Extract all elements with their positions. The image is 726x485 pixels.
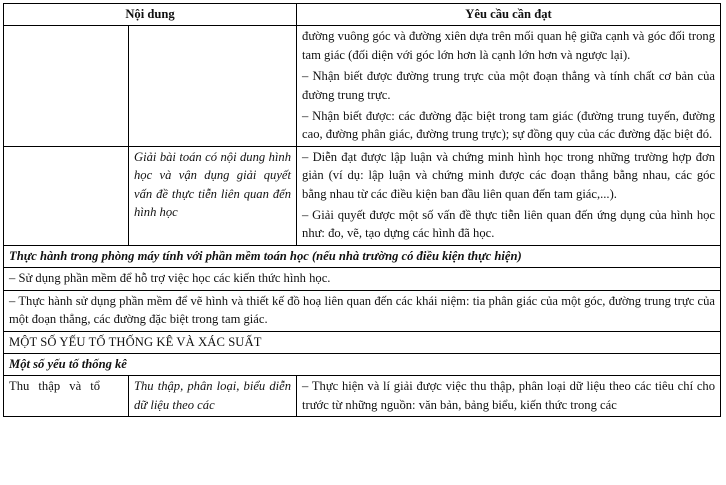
table-header-row	[4, 4, 721, 26]
table-row	[4, 353, 721, 375]
requirement-text: – Nhận biết được đường trung trực của một đoạn thẳng và tính chất cơ bản của đường trung trực.	[302, 69, 716, 102]
requirements-cell	[297, 146, 721, 245]
requirements-cell	[297, 26, 721, 146]
requirement-text: – Diễn đạt được lập luận và chứng minh hình học trong những trường hợp đơn giản (ví dụ: lập luận và chứng minh được các đoạn thẳng bằng nhau, các góc bằng nhau từ các điều kiện ban đầu liên quan đến tam giác,...).	[302, 149, 716, 201]
empty-cell	[4, 26, 129, 146]
table-row	[4, 268, 721, 290]
table-row	[4, 245, 721, 267]
subsection-heading: Một số yếu tố thống kê	[4, 353, 721, 375]
section-heading: MỘT SỐ YẾU TỐ THỐNG KÊ VÀ XÁC SUẤT	[4, 331, 721, 353]
table-row	[4, 331, 721, 353]
empty-cell	[4, 146, 129, 245]
table-row	[4, 146, 721, 245]
practice-item: – Sử dụng phần mềm để hỗ trợ việc học các kiến thức hình học.	[4, 268, 721, 290]
table-row	[4, 290, 721, 331]
practice-heading: Thực hành trong phòng máy tính với phần mềm toán học (nếu nhà trường có điều kiện thực hiện)	[4, 245, 721, 267]
header-requirements: Yêu cầu cần đạt	[297, 4, 721, 26]
empty-cell	[129, 26, 297, 146]
header-content: Nội dung	[4, 4, 297, 26]
requirement-text: – Giải quyết được một số vấn đề thực tiễn liên quan đến ứng dụng của hình học như: đo, vẽ, tạo dựng các hình đã học.	[302, 208, 716, 241]
topic-cell: Thu thập, phân loại, biểu diễn dữ liệu theo các	[129, 376, 297, 417]
requirement-text: đường vuông góc và đường xiên dựa trên mối quan hệ giữa cạnh và góc đối trong tam giác (đối diện với góc lớn hơn là cạnh lớn hơn và ngược lại).	[302, 29, 716, 62]
practice-item: – Thực hành sử dụng phần mềm để vẽ hình và thiết kế đồ hoạ liên quan đến các khái niệm: tia phân giác của một góc, đường trung trực của một đoạn thẳng, các đường đặc biệt trong tam giác.	[4, 290, 721, 331]
requirements-cell: – Thực hiện và lí giải được việc thu thập, phân loại dữ liệu theo các tiêu chí cho trước từ những nguồn: văn bản, bảng biểu, kiến thức trong các	[297, 376, 721, 417]
topic-cell: Thu thập và tổ	[4, 376, 129, 417]
table-row	[4, 26, 721, 146]
topic-cell: Giải bài toán có nội dung hình học và vận dụng giải quyết vấn đề thực tiễn liên quan đến hình học	[129, 146, 297, 245]
requirement-text: – Nhận biết được: các đường đặc biệt trong tam giác (đường trung tuyến, đường cao, đường phân giác, đường trung trực); sự đồng quy của các đường đặc biệt đó.	[302, 109, 716, 142]
table-row	[4, 376, 721, 417]
curriculum-table	[3, 3, 721, 417]
